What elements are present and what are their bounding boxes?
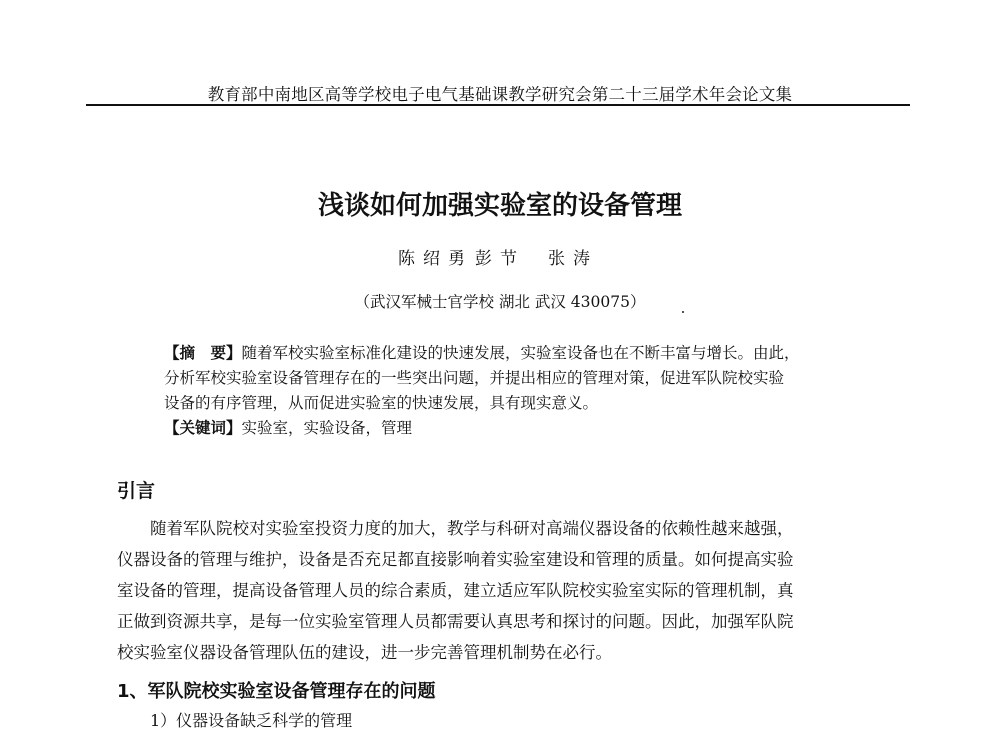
abstract-line bbox=[164, 341, 864, 366]
author-name: 张涛 bbox=[548, 249, 598, 269]
abstract-text: 随着军校实验室标准化建设的快速发展，实验室设备也在不断丰富与增长。由此， bbox=[241, 344, 800, 362]
abstract-label: 【摘 要】 bbox=[164, 344, 242, 362]
author-list bbox=[0, 244, 1000, 269]
paragraph-line: 室设备的管理，提高设备管理人员的综合素质，建立适应军队院校实验室实际的管理机制，真 bbox=[117, 581, 794, 600]
keywords-text: 实验室，实验设备，管理 bbox=[241, 419, 413, 437]
intro-paragraph bbox=[117, 513, 897, 668]
abstract-line: 分析军校实验室设备管理存在的一些突出问题，并提出相应的管理对策，促进军队院校实验 bbox=[164, 369, 785, 387]
paragraph-line: 仪器设备的管理与维护，设备是否充足都直接影响着实验室建设和管理的质量。如何提高实验 bbox=[117, 550, 794, 569]
keywords-line bbox=[164, 416, 864, 441]
running-header: 教育部中南地区高等学校电子电气基础课教学研究会第二十三届学术年会论文集 bbox=[207, 85, 793, 104]
author-name: 陈绍勇 bbox=[398, 249, 473, 269]
abstract-block bbox=[164, 341, 864, 441]
paper-title: 浅谈如何加强实验室的设备管理 bbox=[317, 191, 682, 221]
author-name: 彭节 bbox=[475, 249, 525, 269]
paragraph-line: 正做到资源共享，是每一位实验室管理人员都需要认真思考和探讨的问题。因此，加强军队院 bbox=[117, 612, 794, 631]
paragraph-line: 校实验室仪器设备管理队伍的建设，进一步完善管理机制势在必行。 bbox=[117, 643, 612, 662]
scan-speck bbox=[682, 311, 684, 313]
abstract-line: 设备的有序管理，从而促进实验室的快速发展，具有现实意义。 bbox=[164, 394, 599, 412]
section-heading-intro: 引言 bbox=[117, 480, 156, 502]
affiliation: （武汉军械士官学校 湖北 武汉 430075） bbox=[354, 293, 646, 311]
header-rule bbox=[86, 104, 910, 106]
list-item: 1）仪器设备缺乏科学的管理 bbox=[150, 711, 353, 730]
section-heading-1: 1、军队院校实验室设备管理存在的问题 bbox=[117, 681, 436, 702]
paragraph-line: 随着军队院校对实验室投资力度的加大，教学与科研对高端仪器设备的依赖性越来越强， bbox=[150, 519, 794, 538]
keywords-label: 【关键词】 bbox=[164, 419, 242, 437]
